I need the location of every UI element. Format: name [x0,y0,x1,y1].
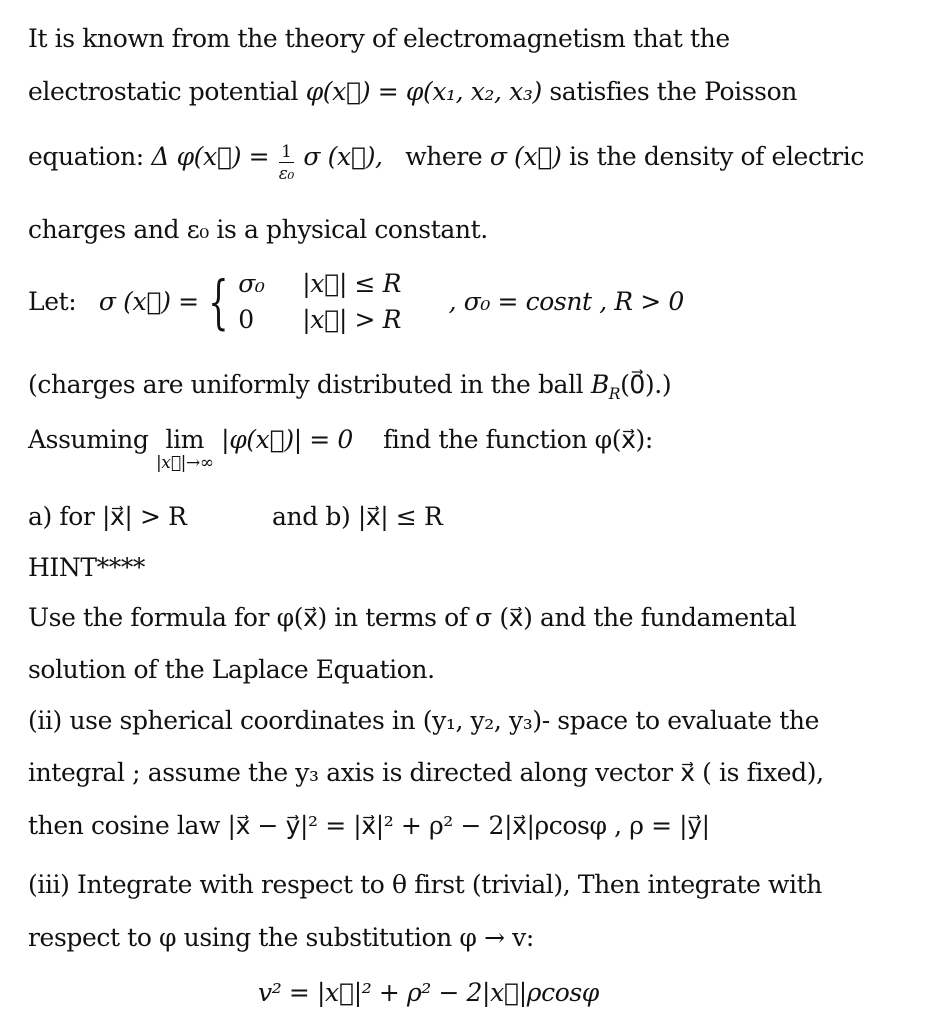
hint-1-line-1: Use the formula for φ(x⃗) in terms of σ (x⃗) and the fundamental [28,603,797,632]
text: is the density of electric [569,142,864,171]
constant-condition: , σ₀ = cosnt , R > 0 [448,287,684,316]
hint-2-line-2: integral ; assume the y₃ axis is directed along vector x⃗ ( is fixed), [28,758,824,787]
paragraph-line-4: charges and ε₀ is a physical constant. [28,215,488,244]
fraction-denominator: ε₀ [278,164,294,184]
left-brace: { [208,268,229,336]
part-a: a) for |x⃗| > R [28,502,187,531]
case-row [238,302,401,338]
paragraph-line-1: It is known from the theory of electromagnetism that the [28,24,730,53]
case-value: σ₀ [238,269,265,298]
fraction-numerator: 1 [279,142,294,163]
hint-2-line-1: (ii) use spherical coordinates in (y₁, y₂, y₃)- space to evaluate the [28,706,819,735]
sigma-rhs: σ (x⃗), [303,142,383,171]
ball-symbol [590,370,621,403]
fraction [279,142,294,185]
part-b: and b) |x⃗| ≤ R [272,502,443,531]
text: (0⃗).) [620,370,672,399]
limit-expression: |φ(x⃗)| = 0 [221,425,353,454]
text: find the function φ(x⃗): [383,425,653,454]
text: satisfies the Poisson [549,77,797,106]
limit-word: lim [165,425,205,454]
parts-line [28,502,442,532]
hint-2-line-3: then cosine law |x⃗ − y⃗|² = |x⃗|² + ρ² − 2|x⃗|ρcosφ , ρ = |y⃗| [28,811,710,840]
ball-letter: B [590,370,609,399]
potential-definition: φ(x⃗) = φ(x₁, x₂, x₃) [305,77,542,106]
limit-operator [156,425,214,471]
case-row [238,266,401,302]
piecewise-definition [28,266,684,346]
substitution-equation: v² = |x⃗|² + ρ² − 2|x⃗|ρcosφ [258,978,599,1007]
case-condition: |x⃗| > R [302,305,402,334]
hint-3-line-2: respect to φ using the substitution φ → v: [28,923,534,952]
text: Assuming [28,425,149,454]
text: where [405,142,483,171]
let-label: Let: [28,287,77,316]
ball-subscript: R [608,385,621,403]
limit-condition-line [28,425,653,475]
text: equation: [28,142,144,171]
text: (charges are uniformly distributed in the ball [28,370,584,399]
uniform-distribution-line [28,370,672,403]
cases [238,266,401,338]
sigma-lhs: σ (x⃗) = [98,287,199,316]
case-condition: |x⃗| ≤ R [302,269,402,298]
laplacian-lhs: Δ φ(x⃗) = [151,142,270,171]
case-value: 0 [238,305,254,334]
paragraph-line-2 [28,77,797,107]
sigma: σ (x⃗) [489,142,562,171]
hint-1-line-2: solution of the Laplace Equation. [28,655,435,684]
poisson-equation-line [28,142,864,185]
hint-3-line-1: (iii) Integrate with respect to θ first (trivial), Then integrate with [28,870,822,899]
hint-heading: HINT**** [28,553,146,582]
text: electrostatic potential [28,77,299,106]
limit-subscript: |x⃗|→∞ [155,453,214,473]
